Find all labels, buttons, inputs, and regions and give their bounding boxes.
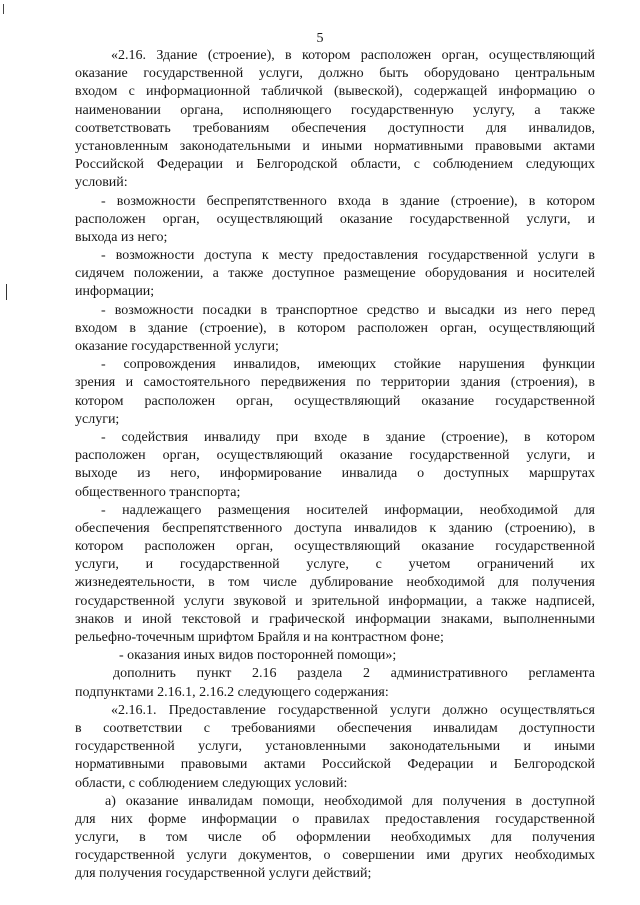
text-line: государственной услуги документов, о совершении ими других необходимых (75, 848, 595, 864)
text-line: зрения и самостоятельного передвижения по территории здания (строения), в (75, 375, 595, 391)
text-line: сидячем положении, а также доступное размещение оборудования и носителей (75, 266, 595, 282)
text-line: выхода из него; (75, 229, 168, 245)
text-line: - возможности доступа к месту предоставления государственной услуги в (101, 248, 595, 264)
text-line: котором расположен орган, осуществляющий оказание государственной (75, 393, 595, 409)
text-line: дополнить пункт 2.16 раздела 2 административного регламента (113, 666, 595, 682)
text-line: услуги, и государственной услуге, с учетом ограничений их (75, 557, 595, 573)
text-line: расположен орган, осуществляющий оказание государственной услуги, и (75, 211, 595, 227)
text-line: оказание государственной услуги; (75, 339, 279, 354)
text-line: знаков и иной текстовой и графической информации знаками, выполненными (75, 611, 595, 627)
text-line: информации; (75, 284, 155, 300)
text-line: расположен орган, осуществляющий оказание государственной услуги, и (75, 448, 595, 464)
body-text (75, 47, 595, 884)
text-line: услуги, в том числе об оформлении необходимых для получения (75, 830, 595, 846)
text-line: государственной услуги звуковой и зрительной информации, а также надписей, (75, 593, 595, 609)
text-line: жизнедеятельности, в том числе дублирование необходимой для получения (75, 575, 595, 591)
text-line: установленным законодательными и иными нормативными правовыми актами (75, 138, 595, 154)
text-line: оказание государственной услуги, должно быть оборудовано центральным (75, 66, 595, 82)
text-line: - оказания иных видов посторонней помощи»; (119, 648, 397, 664)
text-line: условий: (75, 175, 128, 191)
text-line: выходе из него, информирование инвалида о доступных маршрутах (75, 466, 595, 482)
text-line: - надлежащего размещения носителей информации, необходимой для (101, 502, 595, 518)
text-line: для получения государственной услуги действий; (75, 866, 372, 882)
text-line: соответствовать требованиям обеспечения доступности для инвалидов, (75, 120, 595, 136)
text-line: - сопровождения инвалидов, имеющих стойкие нарушения функции (101, 357, 595, 373)
text-line: государственной услуги, установленными законодательными и иными (75, 739, 595, 755)
text-line: «2.16. Здание (строение), в котором расположен орган, осуществляющий (111, 48, 595, 63)
text-line: - возможности посадки в транспортное средство и высадки из него перед (101, 302, 595, 318)
text-line: котором расположен орган, осуществляющий оказание государственной (75, 539, 595, 555)
text-line: входом с информационной табличкой (вывеской), содержащей информацию о (75, 84, 595, 100)
text-line: области, с соблюдением следующих условий: (75, 775, 348, 791)
text-line: а) оказание инвалидам помощи, необходимой для получения в доступной (105, 793, 595, 809)
text-line: нормативными правовыми актами Российской Федерации и Белгородской (75, 757, 595, 773)
text-line: наименовании органа, исполняющего государственную услугу, а также (75, 102, 595, 118)
text-line: рельефно-точечным шрифтом Брайля и на контрастном фоне; (75, 630, 444, 645)
text-line: Российской Федерации и Белгородской области, с соблюдением следующих (75, 157, 595, 173)
page-number: 5 (316, 31, 324, 46)
margin-mark (6, 284, 7, 300)
text-line: входом в здание (строение), в котором расположен орган, осуществляющий (75, 320, 595, 336)
text-line: - возможности беспрепятственного входа в здание (строение), в котором (101, 193, 595, 209)
scan-mark (3, 4, 4, 14)
text-line: услуги; (75, 411, 120, 427)
text-line: для них форме информации о правилах предоставления государственной (75, 811, 595, 827)
text-line: общественного транспорта; (75, 484, 241, 500)
text-line: в соответствии с требованиями обеспечения инвалидам доступности (75, 720, 595, 736)
text-line: «2.16.1. Предоставление государственной услуги должно осуществляться (111, 702, 595, 718)
text-line: - содействия инвалиду при входе в здание (строение), в котором (101, 429, 595, 445)
text-line: подпунктами 2.16.1, 2.16.2 следующего содержания: (75, 684, 389, 700)
text-line: обеспечения беспрепятственного доступа инвалидов к зданию (строению), в (75, 520, 595, 536)
